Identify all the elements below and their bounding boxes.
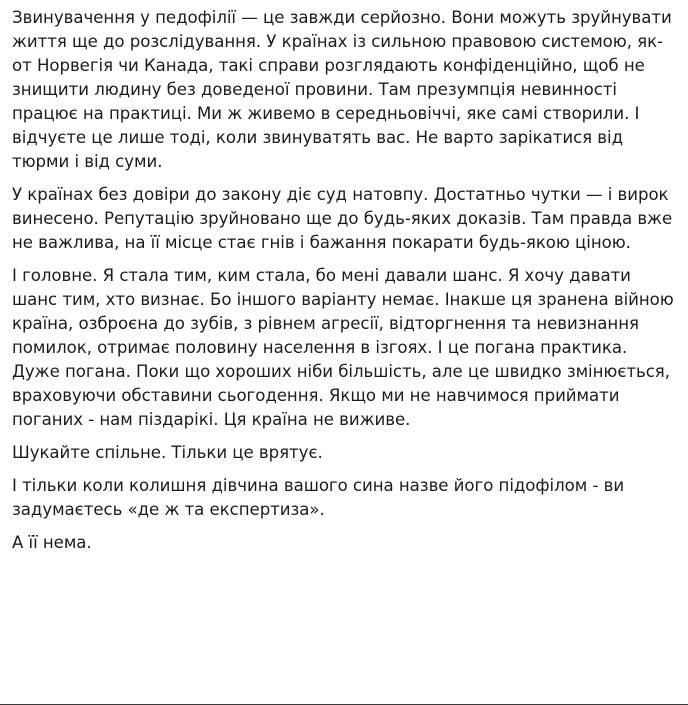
post-paragraph-5: І тільки коли колишня дівчина вашого сина назве його підофілом - ви задумаєтесь «де ж та експертиза». <box>12 476 625 519</box>
post-body <box>12 6 676 555</box>
post-paragraph-4: Шукайте спільне. Тільки це врятує. <box>12 443 323 462</box>
post-paragraph-1: Звинувачення у педофілії — це завжди серйозно. Вони можуть зруйнувати життя ще до розслідування. У країнах із сильною правовою системою, як-от Норвегія чи Канада, такі справи розглядають конфіденційно, щоб не знищити людину без доведеної провини. Там презумпція невинності працює на практиці. Ми ж живемо в середньовіччі, яке самі створили. І відчуєте це лише тоді, коли звинуватять вас. Не варто зарікатися від тюрми і від суми. <box>12 8 672 171</box>
post-paragraph-2: У країнах без довіри до закону діє суд натовпу. Достатньо чутки — і вирок винесено. Репутацію зруйновано ще до будь-яких доказів. Там правда вже не важлива, на її місце стає гнів і бажання покарати будь-якою ціною. <box>12 185 673 252</box>
post-paragraph-3: І головне. Я стала тим, ким стала, бо мені давали шанс. Я хочу давати шанс тим, хто визнає. Бо іншого варіанту немає. Інакше ця зранена війною країна, озброєна до зубів, з рівнем агресії, відторгнення та невизнання помилок, отримає половину населення в ізгоях. І це погана практика. Дуже погана. Поки що хороших ніби більшість, але це швидко змінюється, враховуючи обставини сьогодення. Якщо ми не навчимося приймати поганих - нам піздарікі. Ця країна не виживе. <box>12 266 674 429</box>
post-paragraph-6: А її нема. <box>12 533 92 552</box>
